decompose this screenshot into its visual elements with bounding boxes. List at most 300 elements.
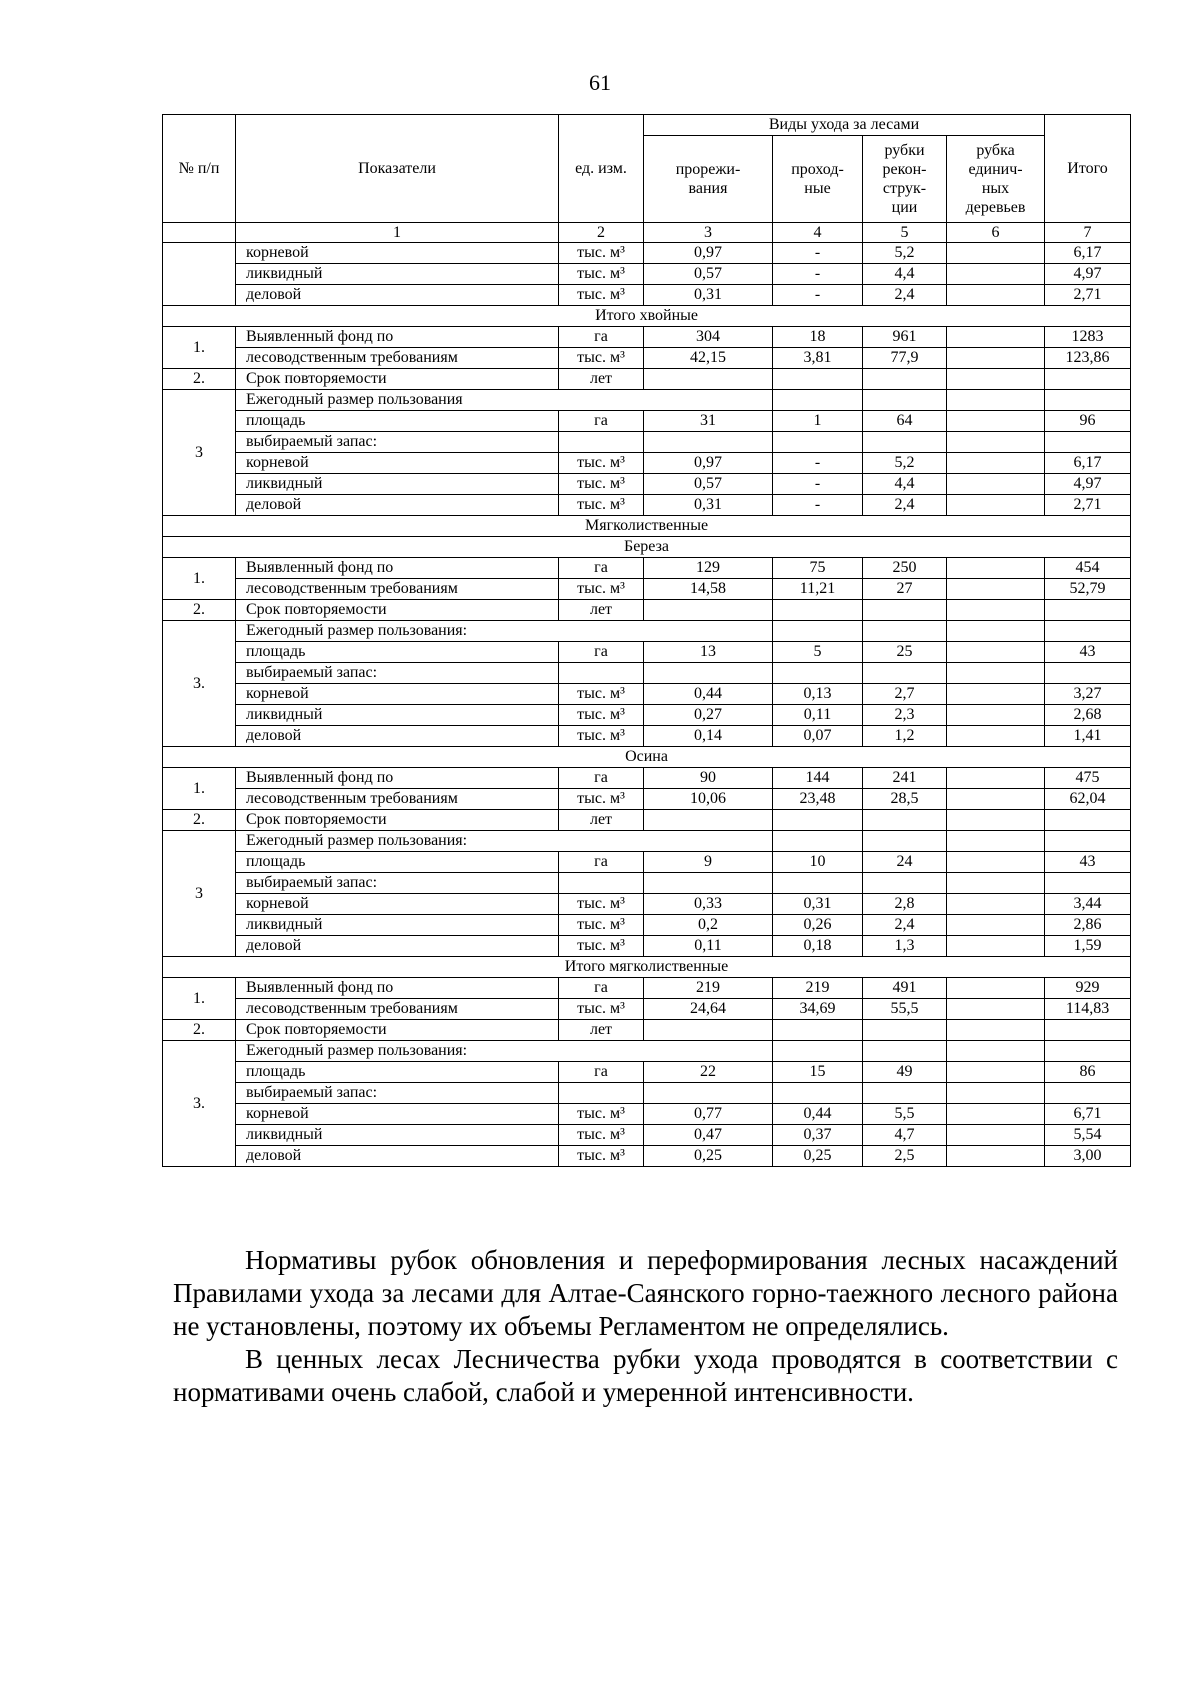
empty-cell [773,1083,863,1104]
table-row [163,348,1131,369]
row-label: Ежегодный размер пользования: [236,1041,773,1062]
value-thinning: 0,25 [644,1146,773,1167]
value-total: 4,97 [1045,264,1131,285]
table-row [163,684,1131,705]
row-label: лесоводственным требованиям [236,579,559,600]
value-thinning: 22 [644,1062,773,1083]
empty-cell [863,831,947,852]
empty-cell [947,600,1045,621]
row-unit: тыс. м³ [559,348,644,369]
num-cell: 2. [163,600,236,621]
column-number: 7 [1045,223,1131,243]
row-unit: лет [559,1020,644,1041]
value-single-trees [947,495,1045,516]
row-label: площадь [236,852,559,873]
value-single-trees [947,1125,1045,1146]
value-reconstruction: 2,3 [863,705,947,726]
value-passage: 0,37 [773,1125,863,1146]
value-total: 86 [1045,1062,1131,1083]
empty-cell [773,432,863,453]
value-thinning: 0,44 [644,684,773,705]
row-label: деловой [236,1146,559,1167]
header-reconstruction [863,136,947,223]
value-passage: 144 [773,768,863,789]
header-total: Итого [1045,115,1131,223]
value-reconstruction: 5,5 [863,1104,947,1125]
value-thinning: 0,11 [644,936,773,957]
empty-cell [947,663,1045,684]
num-cell: 2. [163,369,236,390]
num-cell: 3 [163,390,236,516]
table-row [163,1104,1131,1125]
empty-cell [559,432,644,453]
empty-cell [947,390,1045,411]
row-label: Выявленный фонд по [236,768,559,789]
column-numbers-row [163,223,1131,243]
empty-cell [863,873,947,894]
value-reconstruction: 2,4 [863,915,947,936]
num-cell: 3. [163,621,236,747]
table-row [163,285,1131,306]
empty-cell [947,1020,1045,1041]
value-single-trees [947,768,1045,789]
empty-cell [1045,1041,1131,1062]
row-label: лесоводственным требованиям [236,999,559,1020]
value-reconstruction: 2,7 [863,684,947,705]
value-single-trees [947,285,1045,306]
value-single-trees [947,453,1045,474]
empty-cell [559,1083,644,1104]
empty-cell [773,621,863,642]
row-unit: га [559,411,644,432]
row-unit: тыс. м³ [559,285,644,306]
value-single-trees [947,726,1045,747]
value-single-trees [947,558,1045,579]
row-unit: тыс. м³ [559,1146,644,1167]
value-thinning: 31 [644,411,773,432]
value-reconstruction: 28,5 [863,789,947,810]
row-unit: тыс. м³ [559,684,644,705]
value-passage: 34,69 [773,999,863,1020]
empty-cell [1045,432,1131,453]
header-thinning [644,136,773,223]
value-total: 475 [1045,768,1131,789]
value-reconstruction: 241 [863,768,947,789]
value-total: 6,71 [1045,1104,1131,1125]
num-cell: 3 [163,831,236,957]
header-reconstruction-line-1: рубки [884,141,925,159]
empty-cell [773,1041,863,1062]
empty-cell [947,432,1045,453]
value-passage: 11,21 [773,579,863,600]
empty-cell [773,369,863,390]
table-row [163,1125,1131,1146]
value-thinning: 0,31 [644,285,773,306]
empty-cell [947,1041,1045,1062]
value-reconstruction: 24 [863,852,947,873]
empty-cell [1045,621,1131,642]
table-row [163,411,1131,432]
row-unit: га [559,978,644,999]
table-row [163,978,1131,999]
row-label: деловой [236,495,559,516]
value-thinning: 0,47 [644,1125,773,1146]
empty-cell [947,873,1045,894]
empty-cell [773,663,863,684]
value-reconstruction: 491 [863,978,947,999]
value-passage: - [773,474,863,495]
row-unit: тыс. м³ [559,936,644,957]
num-cell: 1. [163,768,236,810]
value-passage: 0,13 [773,684,863,705]
table-row [163,453,1131,474]
header-num: № п/п [163,115,236,223]
empty-cell [947,369,1045,390]
row-label: площадь [236,642,559,663]
empty-cell [1045,663,1131,684]
table-row [163,432,1131,453]
num-cell: 2. [163,810,236,831]
row-label: Срок повторяемости [236,810,559,831]
row-unit: тыс. м³ [559,264,644,285]
column-number: 2 [559,223,644,243]
value-total: 123,86 [1045,348,1131,369]
value-thinning: 9 [644,852,773,873]
value-passage: 3,81 [773,348,863,369]
table-row [163,558,1131,579]
empty-cell [1045,390,1131,411]
table-row [163,810,1131,831]
value-passage: 219 [773,978,863,999]
empty-cell [1045,873,1131,894]
header-thinning-line-1: прорежи- [675,160,741,178]
empty-cell [947,621,1045,642]
table-row [163,243,1131,264]
num-cell: 1. [163,978,236,1020]
row-label: ликвидный [236,264,559,285]
value-single-trees [947,936,1045,957]
value-total: 1,59 [1045,936,1131,957]
table-row [163,915,1131,936]
section-title: Итого хвойные [163,306,1131,327]
section-title: Береза [163,537,1131,558]
table-row [163,642,1131,663]
empty-cell [863,663,947,684]
table-row [163,705,1131,726]
empty-cell [559,663,644,684]
value-total: 52,79 [1045,579,1131,600]
value-total: 2,68 [1045,705,1131,726]
table-row [163,999,1131,1020]
empty-cell [773,390,863,411]
value-total: 2,71 [1045,495,1131,516]
table-row [163,474,1131,495]
empty-cell [1045,600,1131,621]
value-thinning: 10,06 [644,789,773,810]
value-thinning: 0,14 [644,726,773,747]
column-number: 5 [863,223,947,243]
value-total: 2,86 [1045,915,1131,936]
value-reconstruction: 1,3 [863,936,947,957]
value-total: 3,27 [1045,684,1131,705]
row-label: Срок повторяемости [236,600,559,621]
colnum-blank [163,223,236,243]
value-passage: 0,26 [773,915,863,936]
header-reconstruction-line-2: рекон- [882,160,927,178]
value-total: 6,17 [1045,243,1131,264]
value-single-trees [947,978,1045,999]
value-thinning: 0,77 [644,1104,773,1125]
empty-cell [863,600,947,621]
value-passage: - [773,453,863,474]
value-passage: 0,44 [773,1104,863,1125]
value-total: 6,17 [1045,453,1131,474]
row-label: Выявленный фонд по [236,327,559,348]
row-unit: тыс. м³ [559,894,644,915]
section-title-row [163,306,1131,327]
value-reconstruction: 2,8 [863,894,947,915]
row-label: Выявленный фонд по [236,978,559,999]
value-total: 96 [1045,411,1131,432]
row-unit: тыс. м³ [559,705,644,726]
row-unit: тыс. м³ [559,1104,644,1125]
row-unit: лет [559,810,644,831]
header-passage-line-2: ные [804,180,831,197]
row-unit: га [559,642,644,663]
row-label: ликвидный [236,1125,559,1146]
row-label: Срок повторяемости [236,1020,559,1041]
forest-care-table [162,114,1131,1167]
value-reconstruction: 2,5 [863,1146,947,1167]
value-thinning: 90 [644,768,773,789]
row-unit: лет [559,369,644,390]
row-label: выбираемый запас: [236,663,559,684]
table-row [163,831,1131,852]
empty-cell [644,663,773,684]
value-passage: 23,48 [773,789,863,810]
row-label: лесоводственным требованиям [236,348,559,369]
table-row [163,1020,1131,1041]
value-thinning: 304 [644,327,773,348]
value-thinning: 24,64 [644,999,773,1020]
header-unit: ед. изм. [559,115,644,223]
row-unit: тыс. м³ [559,474,644,495]
empty-cell [644,810,773,831]
section-title-row [163,957,1131,978]
empty-cell [1045,831,1131,852]
value-passage: 5 [773,642,863,663]
value-single-trees [947,894,1045,915]
empty-cell [559,873,644,894]
value-total: 5,54 [1045,1125,1131,1146]
table-row [163,936,1131,957]
header-row-1 [163,115,1131,136]
value-thinning: 0,31 [644,495,773,516]
row-unit: тыс. м³ [559,915,644,936]
empty-cell [863,621,947,642]
row-label: деловой [236,285,559,306]
value-reconstruction: 49 [863,1062,947,1083]
value-reconstruction: 4,4 [863,264,947,285]
row-label: выбираемый запас: [236,873,559,894]
row-unit: га [559,1062,644,1083]
value-thinning: 42,15 [644,348,773,369]
value-single-trees [947,1062,1045,1083]
empty-cell [644,369,773,390]
row-label: Ежегодный размер пользования [236,390,773,411]
value-passage: 0,07 [773,726,863,747]
value-passage: 75 [773,558,863,579]
table-row [163,1146,1131,1167]
section-title-row [163,747,1131,768]
row-unit: тыс. м³ [559,999,644,1020]
value-thinning: 0,27 [644,705,773,726]
header-single-trees-line-3: ных [981,180,1010,197]
table-row [163,495,1131,516]
num-cell: 1. [163,327,236,369]
value-reconstruction: 55,5 [863,999,947,1020]
value-single-trees [947,684,1045,705]
value-single-trees [947,264,1045,285]
header-single-trees-line-1: рубка [976,141,1015,159]
value-thinning: 219 [644,978,773,999]
row-label: корневой [236,1104,559,1125]
row-label: ликвидный [236,474,559,495]
value-thinning: 0,57 [644,474,773,495]
row-label: деловой [236,726,559,747]
value-single-trees [947,852,1045,873]
row-label: выбираемый запас: [236,432,559,453]
value-reconstruction: 1,2 [863,726,947,747]
header-single-trees-line-2: единич- [968,160,1023,178]
empty-cell [1045,810,1131,831]
empty-cell [644,600,773,621]
column-number: 6 [947,223,1045,243]
value-total: 3,00 [1045,1146,1131,1167]
column-number: 4 [773,223,863,243]
table-row [163,726,1131,747]
value-passage: - [773,264,863,285]
row-label: корневой [236,453,559,474]
value-passage: 0,25 [773,1146,863,1167]
value-passage: - [773,495,863,516]
value-reconstruction: 2,4 [863,285,947,306]
empty-cell [863,1020,947,1041]
value-single-trees [947,1104,1045,1125]
table-row [163,369,1131,390]
value-reconstruction: 961 [863,327,947,348]
row-unit: тыс. м³ [559,453,644,474]
row-label: площадь [236,411,559,432]
header-indicators: Показатели [236,115,559,223]
empty-cell [1045,1083,1131,1104]
value-passage: 15 [773,1062,863,1083]
body-text [173,1244,1118,1409]
table-row [163,621,1131,642]
section-group-title: Мягколиственные [163,516,1131,537]
value-thinning: 129 [644,558,773,579]
value-thinning: 0,97 [644,243,773,264]
row-unit: лет [559,600,644,621]
column-number: 1 [236,223,559,243]
value-reconstruction: 4,7 [863,1125,947,1146]
value-thinning: 14,58 [644,579,773,600]
row-label: лесоводственным требованиям [236,789,559,810]
value-passage: 10 [773,852,863,873]
empty-cell [644,1020,773,1041]
section-title-row [163,537,1131,558]
value-passage: 18 [773,327,863,348]
row-label: Ежегодный размер пользования: [236,831,773,852]
value-reconstruction: 5,2 [863,453,947,474]
empty-cell [863,1041,947,1062]
value-reconstruction: 25 [863,642,947,663]
empty-cell [773,810,863,831]
value-reconstruction: 250 [863,558,947,579]
section-title: Итого мягколиственные [163,957,1131,978]
value-total: 454 [1045,558,1131,579]
header-single-trees [947,136,1045,223]
value-total: 4,97 [1045,474,1131,495]
num-cell: 3. [163,1041,236,1167]
row-unit: тыс. м³ [559,789,644,810]
value-single-trees [947,705,1045,726]
header-care-types: Виды ухода за лесами [644,115,1045,136]
empty-cell [644,1083,773,1104]
row-unit: тыс. м³ [559,1125,644,1146]
row-unit: тыс. м³ [559,579,644,600]
empty-cell [863,369,947,390]
row-unit: тыс. м³ [559,726,644,747]
table-row [163,663,1131,684]
empty-cell [773,831,863,852]
value-single-trees [947,1146,1045,1167]
value-reconstruction: 5,2 [863,243,947,264]
empty-cell [947,1083,1045,1104]
value-passage: - [773,243,863,264]
value-single-trees [947,789,1045,810]
empty-cell [773,1020,863,1041]
value-single-trees [947,474,1045,495]
value-single-trees [947,642,1045,663]
value-thinning: 13 [644,642,773,663]
header-single-trees-line-4: деревьев [965,199,1026,217]
value-reconstruction: 27 [863,579,947,600]
empty-cell [1045,369,1131,390]
value-total: 1283 [1045,327,1131,348]
table-row [163,390,1131,411]
row-unit: га [559,852,644,873]
value-passage: - [773,285,863,306]
empty-cell [947,831,1045,852]
paragraph-1: Нормативы рубок обновления и переформирования лесных насаждений Правилами ухода за лесами для Алтае-Саянского горно-таежного лесного района не установлены, поэтому их объемы Регламентом не определялись. [173,1245,1118,1341]
header-thinning-line-2: вания [688,180,728,197]
value-total: 43 [1045,852,1131,873]
row-label: ликвидный [236,915,559,936]
row-label: Ежегодный размер пользования: [236,621,773,642]
table-row [163,1041,1131,1062]
table-row [163,768,1131,789]
value-total: 43 [1045,642,1131,663]
empty-cell [773,600,863,621]
value-single-trees [947,999,1045,1020]
num-cell: 1. [163,558,236,600]
empty-cell [863,810,947,831]
value-total: 2,71 [1045,285,1131,306]
table-row [163,852,1131,873]
value-single-trees [947,243,1045,264]
table-row [163,264,1131,285]
